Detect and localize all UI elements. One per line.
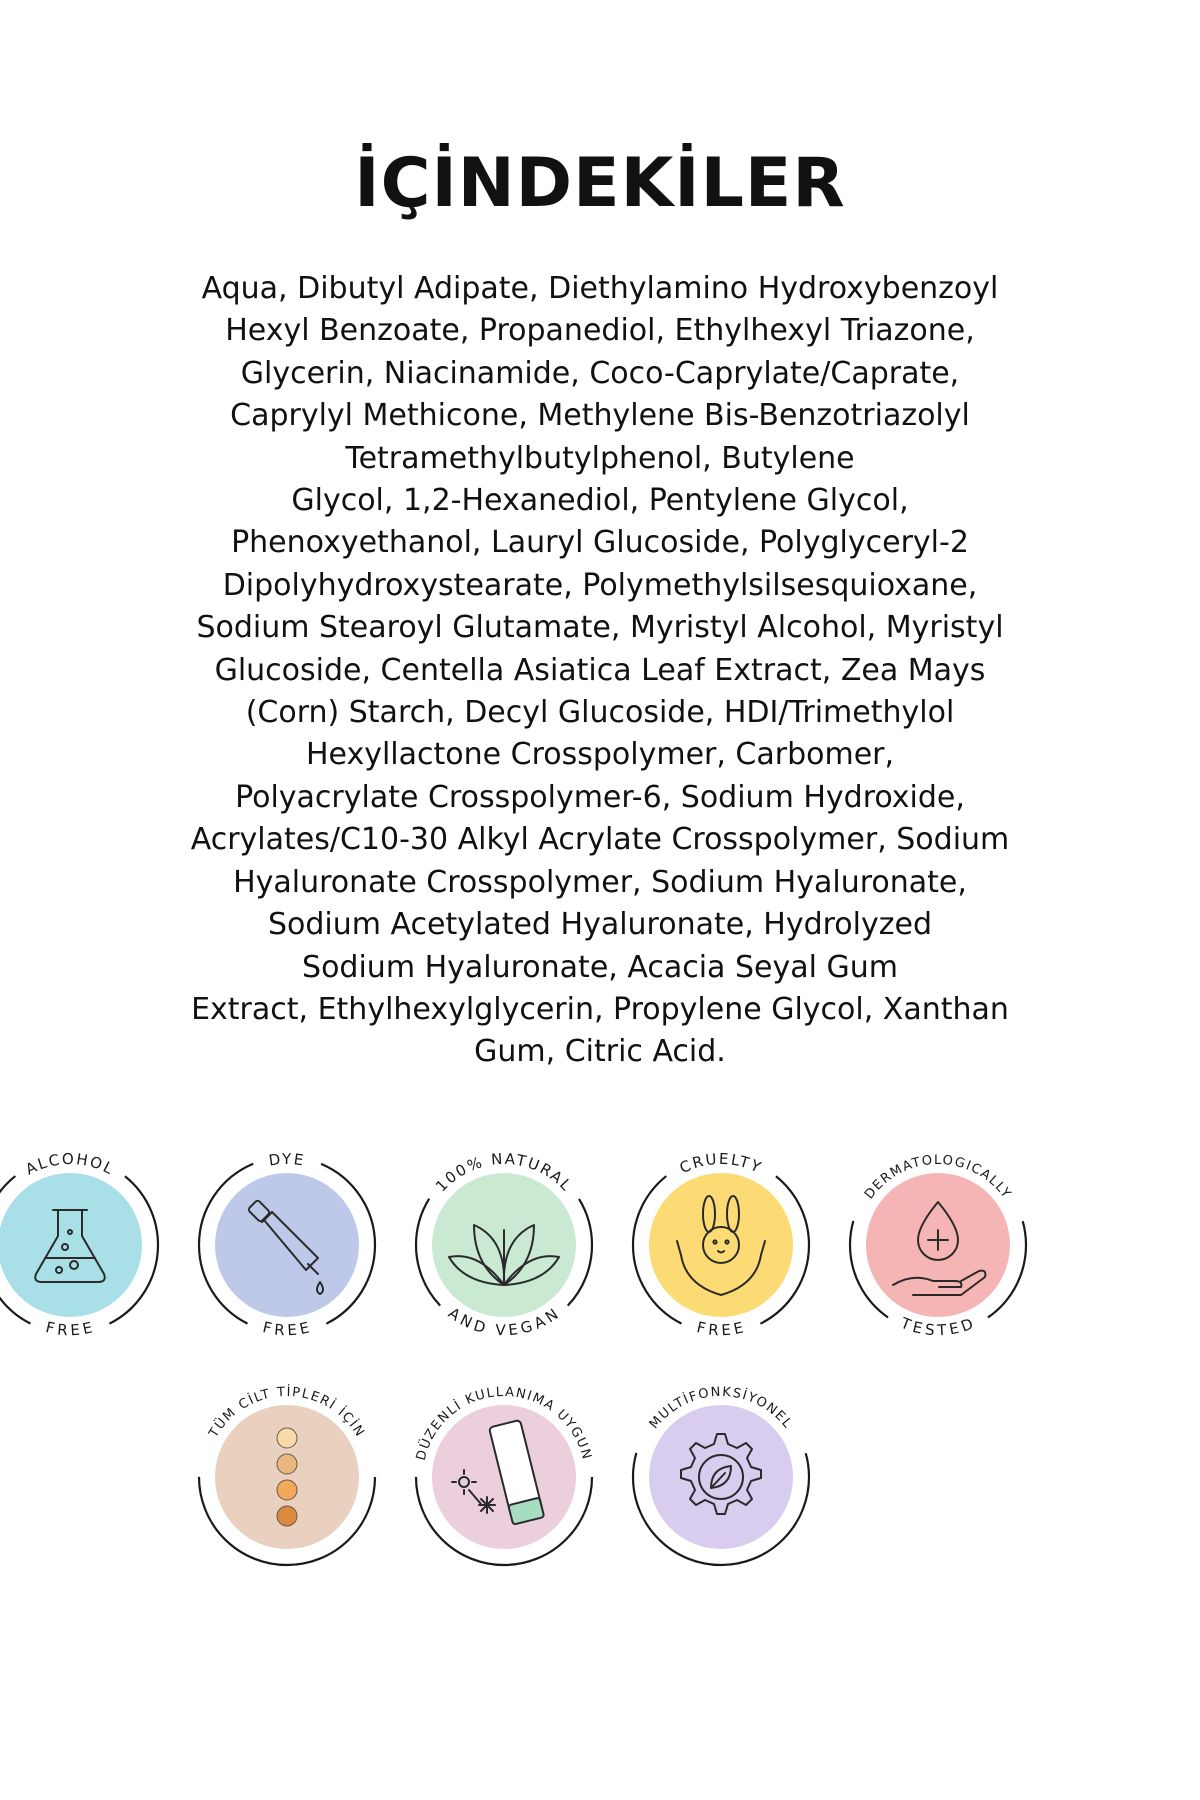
ingredients-line: Caprylyl Methicone, Methylene Bis-Benzotriazolyl [230, 398, 970, 434]
badge-alcohol [0, 1150, 165, 1340]
badge-natural [409, 1150, 599, 1340]
badge-skin [192, 1382, 382, 1572]
badge-top-label: DYE [267, 1149, 307, 1170]
ingredients-line: Sodium Acetylated Hyaluronate, Hydrolyzed [267, 907, 932, 943]
ingredients-line: Hexyl Benzoate, Propanediol, Ethylhexyl Triazone, [225, 313, 975, 349]
badge-derma [843, 1150, 1033, 1340]
badge-regular [409, 1382, 599, 1572]
badge-alcohol-graphic [0, 1150, 165, 1340]
ingredients-line: Aqua, Dibutyl Adipate, Diethylamino Hydroxybenzoyl [201, 271, 999, 306]
badge-bottom-label: FREE [694, 1318, 748, 1340]
ingredients-line: Hexyllactone Crosspolymer, Carbomer, [305, 737, 895, 773]
ingredients-line: Sodium Hyaluronate, Acacia Seyal Gum [302, 949, 898, 985]
badge-cruelty-graphic [626, 1150, 816, 1340]
ingredients-line: Polyacrylate Crosspolymer-6, Sodium Hydroxide, [235, 779, 965, 815]
badge-disc [0, 1173, 142, 1317]
badge-bottom-label: AND VEGAN [444, 1303, 564, 1340]
badge-top-label: TÜM CİLT TİPLERİ İÇİN [206, 1384, 368, 1441]
ingredients-line: Extract, Ethylhexylglycerin, Propylene Glycol, Xanthan [191, 991, 1009, 1027]
ingredients-line: Phenoxyethanol, Lauryl Glucoside, Polyglyceryl-2 [231, 525, 969, 561]
badge-bottom-label: FREE [260, 1318, 314, 1340]
badge-skin-graphic [192, 1382, 382, 1572]
badge-regular-graphic [409, 1382, 599, 1572]
ingredients-line: Glycerin, Niacinamide, Coco-Caprylate/Caprate, [240, 355, 960, 391]
badge-cruelty [626, 1150, 816, 1340]
badge-top-label: 100% NATURAL [431, 1149, 577, 1196]
ingredients-line: Hyaluronate Crosspolymer, Sodium Hyaluronate, [233, 864, 967, 900]
badge-dye [192, 1150, 382, 1340]
badge-top-label: CRUELTY [676, 1149, 766, 1178]
badge-top-label: ALCOHOL [22, 1149, 118, 1179]
badge-top-label: MULTİFONKSİYONEL [646, 1384, 796, 1432]
ingredients-line: Tetramethylbutylphenol, Butylene [345, 440, 855, 476]
page-title: İÇİNDEKİLER [354, 144, 846, 223]
badge-natural-graphic [409, 1150, 599, 1340]
badge-derma-graphic [843, 1150, 1033, 1340]
badge-multi [626, 1382, 816, 1572]
ingredients-line: Glycol, 1,2-Hexanediol, Pentylene Glycol, [291, 483, 909, 519]
badge-top-label: DÜZENLİ KULLANIMA UYGUN [413, 1384, 595, 1463]
badge-dye-graphic [192, 1150, 382, 1340]
ingredients-line: (Corn) Starch, Decyl Glucoside, HDI/Trimethylol [245, 695, 955, 731]
ingredients-line: Sodium Stearoyl Glutamate, Myristyl Alcohol, Myristyl [196, 610, 1004, 646]
badge-disc [215, 1173, 359, 1317]
ingredients-line: Dipolyhydroxystearate, Polymethylsilsesquioxane, [222, 567, 978, 603]
badge-bottom-label: TESTED [898, 1313, 978, 1340]
badge-top-label: DERMATOLOGICALLY [861, 1152, 1015, 1203]
badge-bottom-label: FREE [43, 1318, 97, 1340]
badge-disc [215, 1405, 359, 1549]
badge-multi-graphic [626, 1382, 816, 1572]
ingredients-line: Acrylates/C10-30 Alkyl Acrylate Crosspolymer, Sodium [190, 822, 1010, 858]
ingredients-line: Glucoside, Centella Asiatica Leaf Extract, Zea Mays [214, 652, 986, 688]
ingredients-line: Gum, Citric Acid. [474, 1034, 726, 1070]
